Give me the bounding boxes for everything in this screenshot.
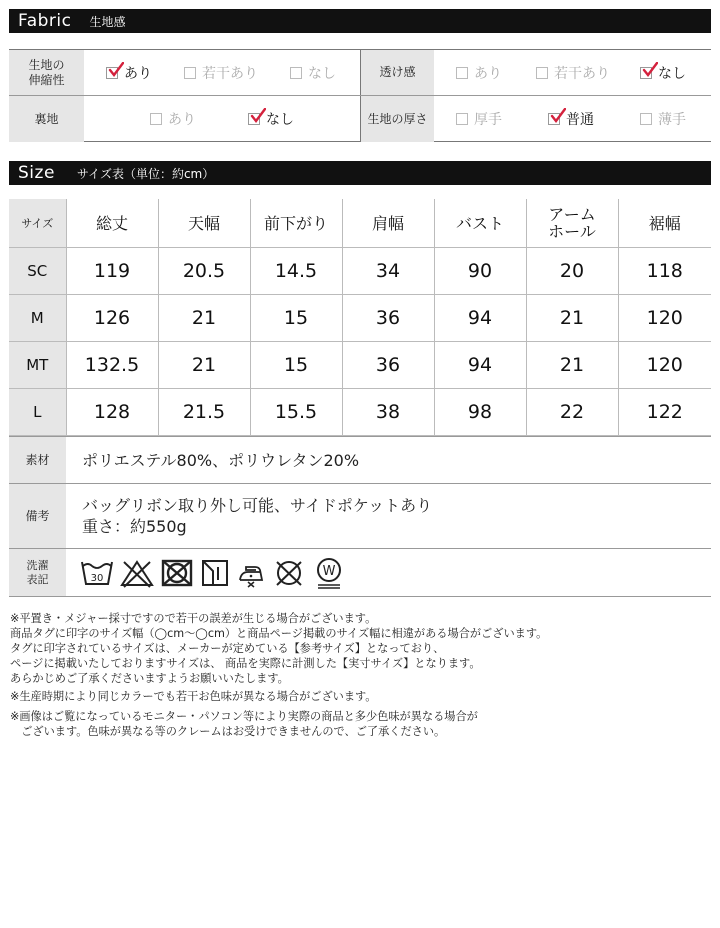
sheer-option-yes[interactable] xyxy=(456,63,536,83)
remarks-row xyxy=(9,484,711,549)
size-table xyxy=(9,199,711,436)
option-label: なし xyxy=(308,65,336,82)
header-cell: 総丈 xyxy=(66,199,158,247)
fabric-row xyxy=(9,96,711,142)
material-value: ポリエステル80%、ポリウレタン20% xyxy=(82,450,360,470)
remarks-value xyxy=(66,484,432,548)
line-dry-shade-icon xyxy=(200,558,230,588)
table-row xyxy=(9,341,711,388)
table-cell: 21.5 xyxy=(158,388,250,435)
sheer-option-no[interactable] xyxy=(640,63,686,83)
checkbox-icon xyxy=(456,67,468,79)
lining-option-yes[interactable] xyxy=(150,109,248,129)
table-cell: 20.5 xyxy=(158,247,250,294)
thickness-label: 生地の厚さ xyxy=(361,96,434,142)
table-cell: 15.5 xyxy=(250,388,342,435)
table-row xyxy=(9,294,711,341)
fabric-table xyxy=(9,49,711,142)
header-cell: サイズ xyxy=(9,199,66,247)
size-title: Size xyxy=(18,163,55,183)
lining-option-no[interactable] xyxy=(248,109,294,129)
table-cell: 126 xyxy=(66,294,158,341)
checkbox-icon xyxy=(640,113,652,125)
fabric-subtitle: 生地感 xyxy=(89,14,126,29)
wash-temp-label: 30 xyxy=(90,572,104,584)
header-cell: 天幅 xyxy=(158,199,250,247)
wash-30-icon xyxy=(80,558,114,588)
checkbox-icon xyxy=(150,113,162,125)
stretch-label-line1: 生地の xyxy=(28,57,65,72)
thickness-option-thin[interactable] xyxy=(640,109,686,129)
checkbox-icon xyxy=(456,113,468,125)
table-cell: 20 xyxy=(526,247,618,294)
stretch-option-yes[interactable] xyxy=(106,63,184,83)
table-cell: 120 xyxy=(618,341,711,388)
fabric-title: Fabric xyxy=(18,11,72,31)
table-cell: 94 xyxy=(434,341,526,388)
table-cell: 120 xyxy=(618,294,711,341)
care-label xyxy=(9,549,66,596)
note-line: あらかじめご了承くださいますようお願いいたします。 xyxy=(10,672,289,685)
option-label: 薄手 xyxy=(658,112,686,128)
remarks-line1: バッグリボン取り外し可能、サイドポケットあり xyxy=(82,496,433,515)
size-name-cell: SC xyxy=(9,247,66,294)
table-cell: 34 xyxy=(342,247,434,294)
thickness-option-normal[interactable] xyxy=(548,109,640,129)
fabric-row xyxy=(9,50,711,96)
sheer-options xyxy=(434,50,711,95)
option-label: 若干あり xyxy=(202,65,258,82)
no-bleach-icon xyxy=(120,558,154,588)
iron-low-no-steam-icon xyxy=(236,558,266,588)
note-line: ※画像はご覧になっているモニター・パソコン等により実際の商品と多少色味が異なる場合が xyxy=(10,710,478,723)
care-label-line2: 表記 xyxy=(26,572,49,586)
note-line: 商品タグに印字のサイズ幅（◯cm〜◯cm）と商品ページ掲載のサイズ幅に相違がある場合がございます。 xyxy=(10,627,548,640)
header-cell: 裾幅 xyxy=(618,199,711,247)
notes xyxy=(10,611,710,739)
table-cell: 21 xyxy=(158,341,250,388)
no-dry-clean-icon xyxy=(272,558,306,588)
stretch-option-slight[interactable] xyxy=(184,63,290,83)
stretch-options xyxy=(84,50,360,95)
fabric-section-header xyxy=(9,9,711,33)
thickness-option-thick[interactable] xyxy=(456,109,548,129)
note-line: ※生産時期により同じカラーでも若干お色味が異なる場合がございます。 xyxy=(10,690,377,703)
note-line: ございます。色味が異なる等のクレームはお受けできませんので、ご了承ください。 xyxy=(10,725,446,738)
size-name-cell: M xyxy=(9,294,66,341)
stretch-label-line2: 伸縮性 xyxy=(28,72,65,87)
option-label: 厚手 xyxy=(474,112,502,128)
header-cell: バスト xyxy=(434,199,526,247)
table-cell: 14.5 xyxy=(250,247,342,294)
table-cell: 119 xyxy=(66,247,158,294)
size-name-cell: L xyxy=(9,388,66,435)
header-cell: 肩幅 xyxy=(342,199,434,247)
size-section-header xyxy=(9,161,711,185)
table-cell: 98 xyxy=(434,388,526,435)
size-subtitle: サイズ表（単位：約cm） xyxy=(76,166,215,181)
option-label: あり xyxy=(168,112,196,128)
care-row xyxy=(9,549,711,597)
table-cell: 21 xyxy=(526,294,618,341)
table-cell: 21 xyxy=(158,294,250,341)
stretch-label xyxy=(9,50,84,95)
option-label: あり xyxy=(474,65,502,82)
checkbox-icon xyxy=(536,67,548,79)
lining-label: 裏地 xyxy=(9,96,84,142)
checkbox-icon xyxy=(290,67,302,79)
sheer-label: 透け感 xyxy=(361,50,434,95)
table-cell: 15 xyxy=(250,294,342,341)
wet-clean-label: W xyxy=(322,563,336,579)
checkbox-checked-icon xyxy=(248,113,260,125)
table-cell: 132.5 xyxy=(66,341,158,388)
table-cell: 36 xyxy=(342,341,434,388)
no-tumble-dry-icon xyxy=(160,558,194,588)
material-row xyxy=(9,436,711,484)
note-line: タグに印字されているサイズは、メーカーが定めている【参考サイズ】となっており、 xyxy=(10,642,445,655)
table-cell: 90 xyxy=(434,247,526,294)
care-icons xyxy=(66,549,352,596)
header-cell: 前下がり xyxy=(250,199,342,247)
remarks-line2: 重さ：約550g xyxy=(82,517,187,536)
option-label: なし xyxy=(658,65,686,82)
sheer-option-slight[interactable] xyxy=(536,63,640,83)
lining-options xyxy=(84,96,360,142)
table-row xyxy=(9,247,711,294)
care-label-line1: 洗濯 xyxy=(26,558,49,572)
thickness-options xyxy=(434,96,711,142)
remarks-label: 備考 xyxy=(9,484,66,548)
stretch-option-no[interactable] xyxy=(290,63,336,83)
table-cell: 36 xyxy=(342,294,434,341)
table-cell: 22 xyxy=(526,388,618,435)
table-cell: 122 xyxy=(618,388,711,435)
table-cell: 15 xyxy=(250,341,342,388)
material-label: 素材 xyxy=(9,437,66,483)
checkbox-checked-icon xyxy=(548,113,560,125)
table-cell: 21 xyxy=(526,341,618,388)
table-cell: 118 xyxy=(618,247,711,294)
table-cell: 38 xyxy=(342,388,434,435)
table-row xyxy=(9,388,711,435)
table-cell: 94 xyxy=(434,294,526,341)
option-label: 若干あり xyxy=(554,65,610,82)
note-line: ※平置き・メジャー採寸ですので若干の誤差が生じる場合がございます。 xyxy=(10,612,377,625)
table-cell: 128 xyxy=(66,388,158,435)
size-name-cell: MT xyxy=(9,341,66,388)
note-line: ページに掲載いたしておりますサイズは、 商品を実際に計測した【実寸サイズ】となります。 xyxy=(10,657,481,670)
header-cell: アーム ホール xyxy=(526,199,618,247)
option-label: 普通 xyxy=(566,112,594,128)
checkbox-checked-icon xyxy=(640,67,652,79)
option-label: なし xyxy=(266,112,294,128)
checkbox-icon xyxy=(184,67,196,79)
size-table-header-row xyxy=(9,199,711,247)
wet-clean-icon xyxy=(312,556,346,590)
checkbox-checked-icon xyxy=(106,67,118,79)
option-label: あり xyxy=(124,65,152,82)
